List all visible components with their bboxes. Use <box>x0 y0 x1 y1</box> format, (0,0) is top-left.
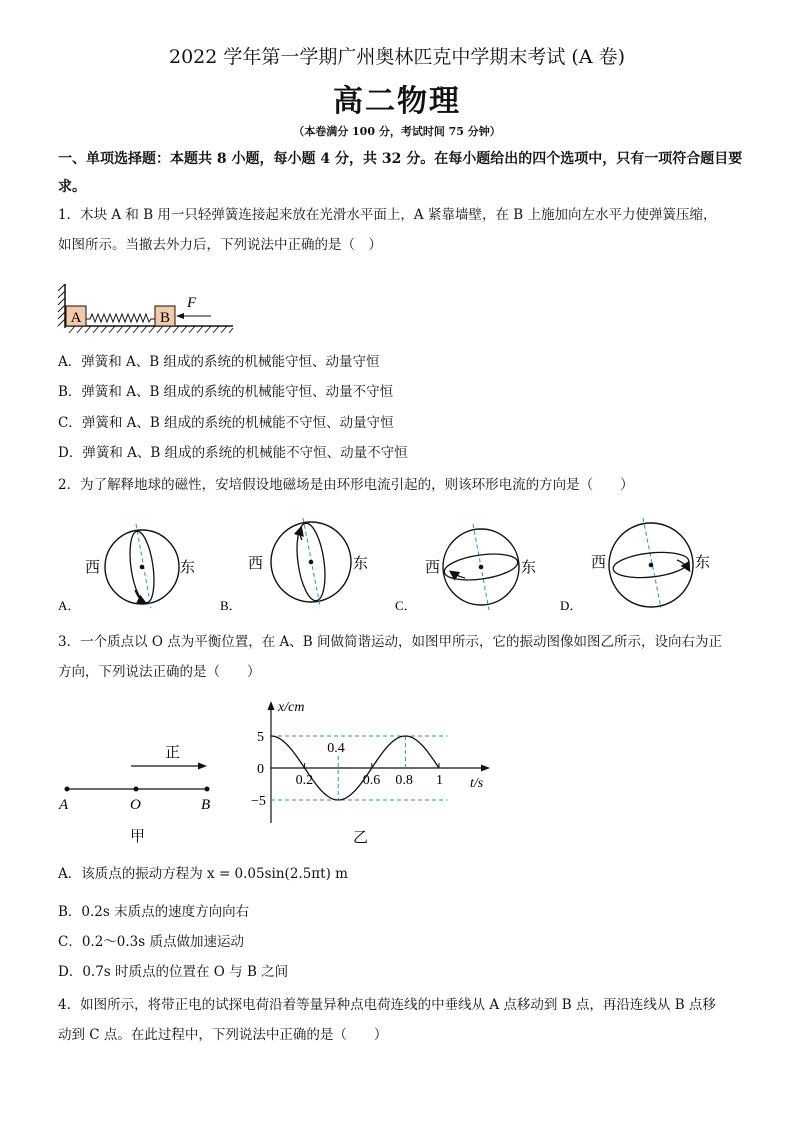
x-axis-arrow <box>481 765 490 772</box>
question-3-stem <box>58 627 748 687</box>
q4-line2: 动到 C 点。在此过程中，下列说法中正确的是（ ） <box>58 1027 388 1043</box>
q1-option-a: A．弹簧和 A、B 组成的系统的机械能守恒、动量守恒 <box>58 354 380 370</box>
question-4-stem <box>58 990 748 1050</box>
q3-figure-jia <box>55 735 225 850</box>
q3-vibration-chart <box>248 695 508 850</box>
x-tick-label-0.6: 0.6 <box>362 773 381 788</box>
block-a-label: A <box>70 310 82 326</box>
q2-option-d: D． <box>560 598 583 613</box>
force-label: F <box>187 295 197 311</box>
x-tick-label-0.4: 0.4 <box>327 741 345 756</box>
question-2-stem <box>58 470 748 500</box>
q4-line1: 4．如图所示，将带正电的试探电荷沿着等量异种点电荷连线的中垂线从 A 点移动到 B 点，再沿连线从 B 点移 <box>58 997 716 1013</box>
exam-title: 2022 学年第一学期广州奥林匹克中学期末考试 (A 卷) <box>168 46 626 68</box>
subject-title: 高二物理 <box>333 84 461 119</box>
point-b-label: B <box>201 797 211 813</box>
q1-option-d: D．弹簧和 A、B 组成的系统的机械能不守恒、动量不守恒 <box>58 445 408 461</box>
globe-a-west: 西 <box>85 560 101 576</box>
q1-spring-figure <box>55 282 240 338</box>
y-axis-arrow <box>268 701 275 710</box>
section-heading-line1: 一、单项选择题：本题共 8 小题，每小题 4 分，共 32 分。在每小题给出的四个选项中，只有一项符合题目要 <box>58 151 743 167</box>
q2-option-a: A． <box>58 598 81 613</box>
globe-c-west: 西 <box>425 560 441 576</box>
point-a-label: A <box>59 797 69 813</box>
point-b <box>205 787 210 792</box>
q2-globe-figures <box>55 510 745 620</box>
y-tick-0: 0 <box>257 762 264 777</box>
x-tick-label-1: 1 <box>436 773 443 788</box>
q1-option-c: C．弹簧和 A、B 组成的系统的机械能不守恒、动量守恒 <box>58 415 394 431</box>
exam-note: （本卷满分 100 分，考试时间 75 分钟） <box>293 125 501 138</box>
point-o-label: O <box>130 797 141 813</box>
y-axis-label: x/cm <box>278 700 305 715</box>
globe-d-east: 东 <box>695 555 711 571</box>
point-o <box>134 787 139 792</box>
x-tick-label-0.8: 0.8 <box>395 773 413 788</box>
q2-line1: 2．为了解释地球的磁性，安培假设地磁场是由环形电流引起的，则该环形电流的方向是（ ） <box>58 477 634 493</box>
globe-b-west: 西 <box>248 556 264 572</box>
q3-option-a: A．该质点的振动方程为 x = 0.05sin(2.5πt) m <box>58 866 348 882</box>
q3-option-c: C．0.2～0.3s 质点做加速运动 <box>58 934 244 950</box>
globe-a <box>85 524 195 608</box>
q3-option-b: B．0.2s 末质点的速度方向向右 <box>58 904 250 920</box>
q2-option-b: B． <box>220 598 242 613</box>
globe-b-east: 东 <box>353 556 369 572</box>
globe-c-east: 东 <box>521 560 537 576</box>
globe-d-west: 西 <box>591 555 607 571</box>
globe-b <box>248 518 368 606</box>
y-tick-neg5: −5 <box>251 794 266 809</box>
x-tick-label-0.2: 0.2 <box>295 773 314 788</box>
q3-line2: 方向，下列说法正确的是（ ） <box>58 664 261 680</box>
point-a <box>65 787 70 792</box>
spring <box>86 314 155 322</box>
x-axis-label: t/s <box>470 776 484 791</box>
positive-label: 正 <box>165 745 181 761</box>
figure-yi-caption: 乙 <box>353 830 369 846</box>
q3-option-d: D．0.7s 时质点的位置在 O 与 B 之间 <box>58 964 289 980</box>
figure-jia-caption: 甲 <box>130 829 146 845</box>
q2-option-c: C． <box>395 598 417 613</box>
q3-line1: 3．一个质点以 O 点为平衡位置，在 A、B 间做简谐运动，如图甲所示，它的振动图像如图乙所示，设向右为正 <box>58 634 722 650</box>
question-1-stem <box>58 200 748 260</box>
globe-d <box>591 518 710 608</box>
globe-c <box>425 524 536 610</box>
section-heading-line2: 求。 <box>58 179 86 195</box>
q1-line1: 1．木块 A 和 B 用一只轻弹簧连接起来放在光滑水平面上，A 紧靠墙壁，在 B 上施加向左水平力使弹簧压缩， <box>58 207 717 223</box>
section-heading <box>58 145 748 201</box>
y-tick-5: 5 <box>257 730 264 745</box>
block-b-label: B <box>159 310 171 326</box>
q1-line2: 如图所示。当撤去外力后，下列说法中正确的是（ ） <box>58 237 382 253</box>
globe-a-east: 东 <box>180 560 196 576</box>
q1-option-b: B．弹簧和 A、B 组成的系统的机械能守恒、动量不守恒 <box>58 384 394 400</box>
